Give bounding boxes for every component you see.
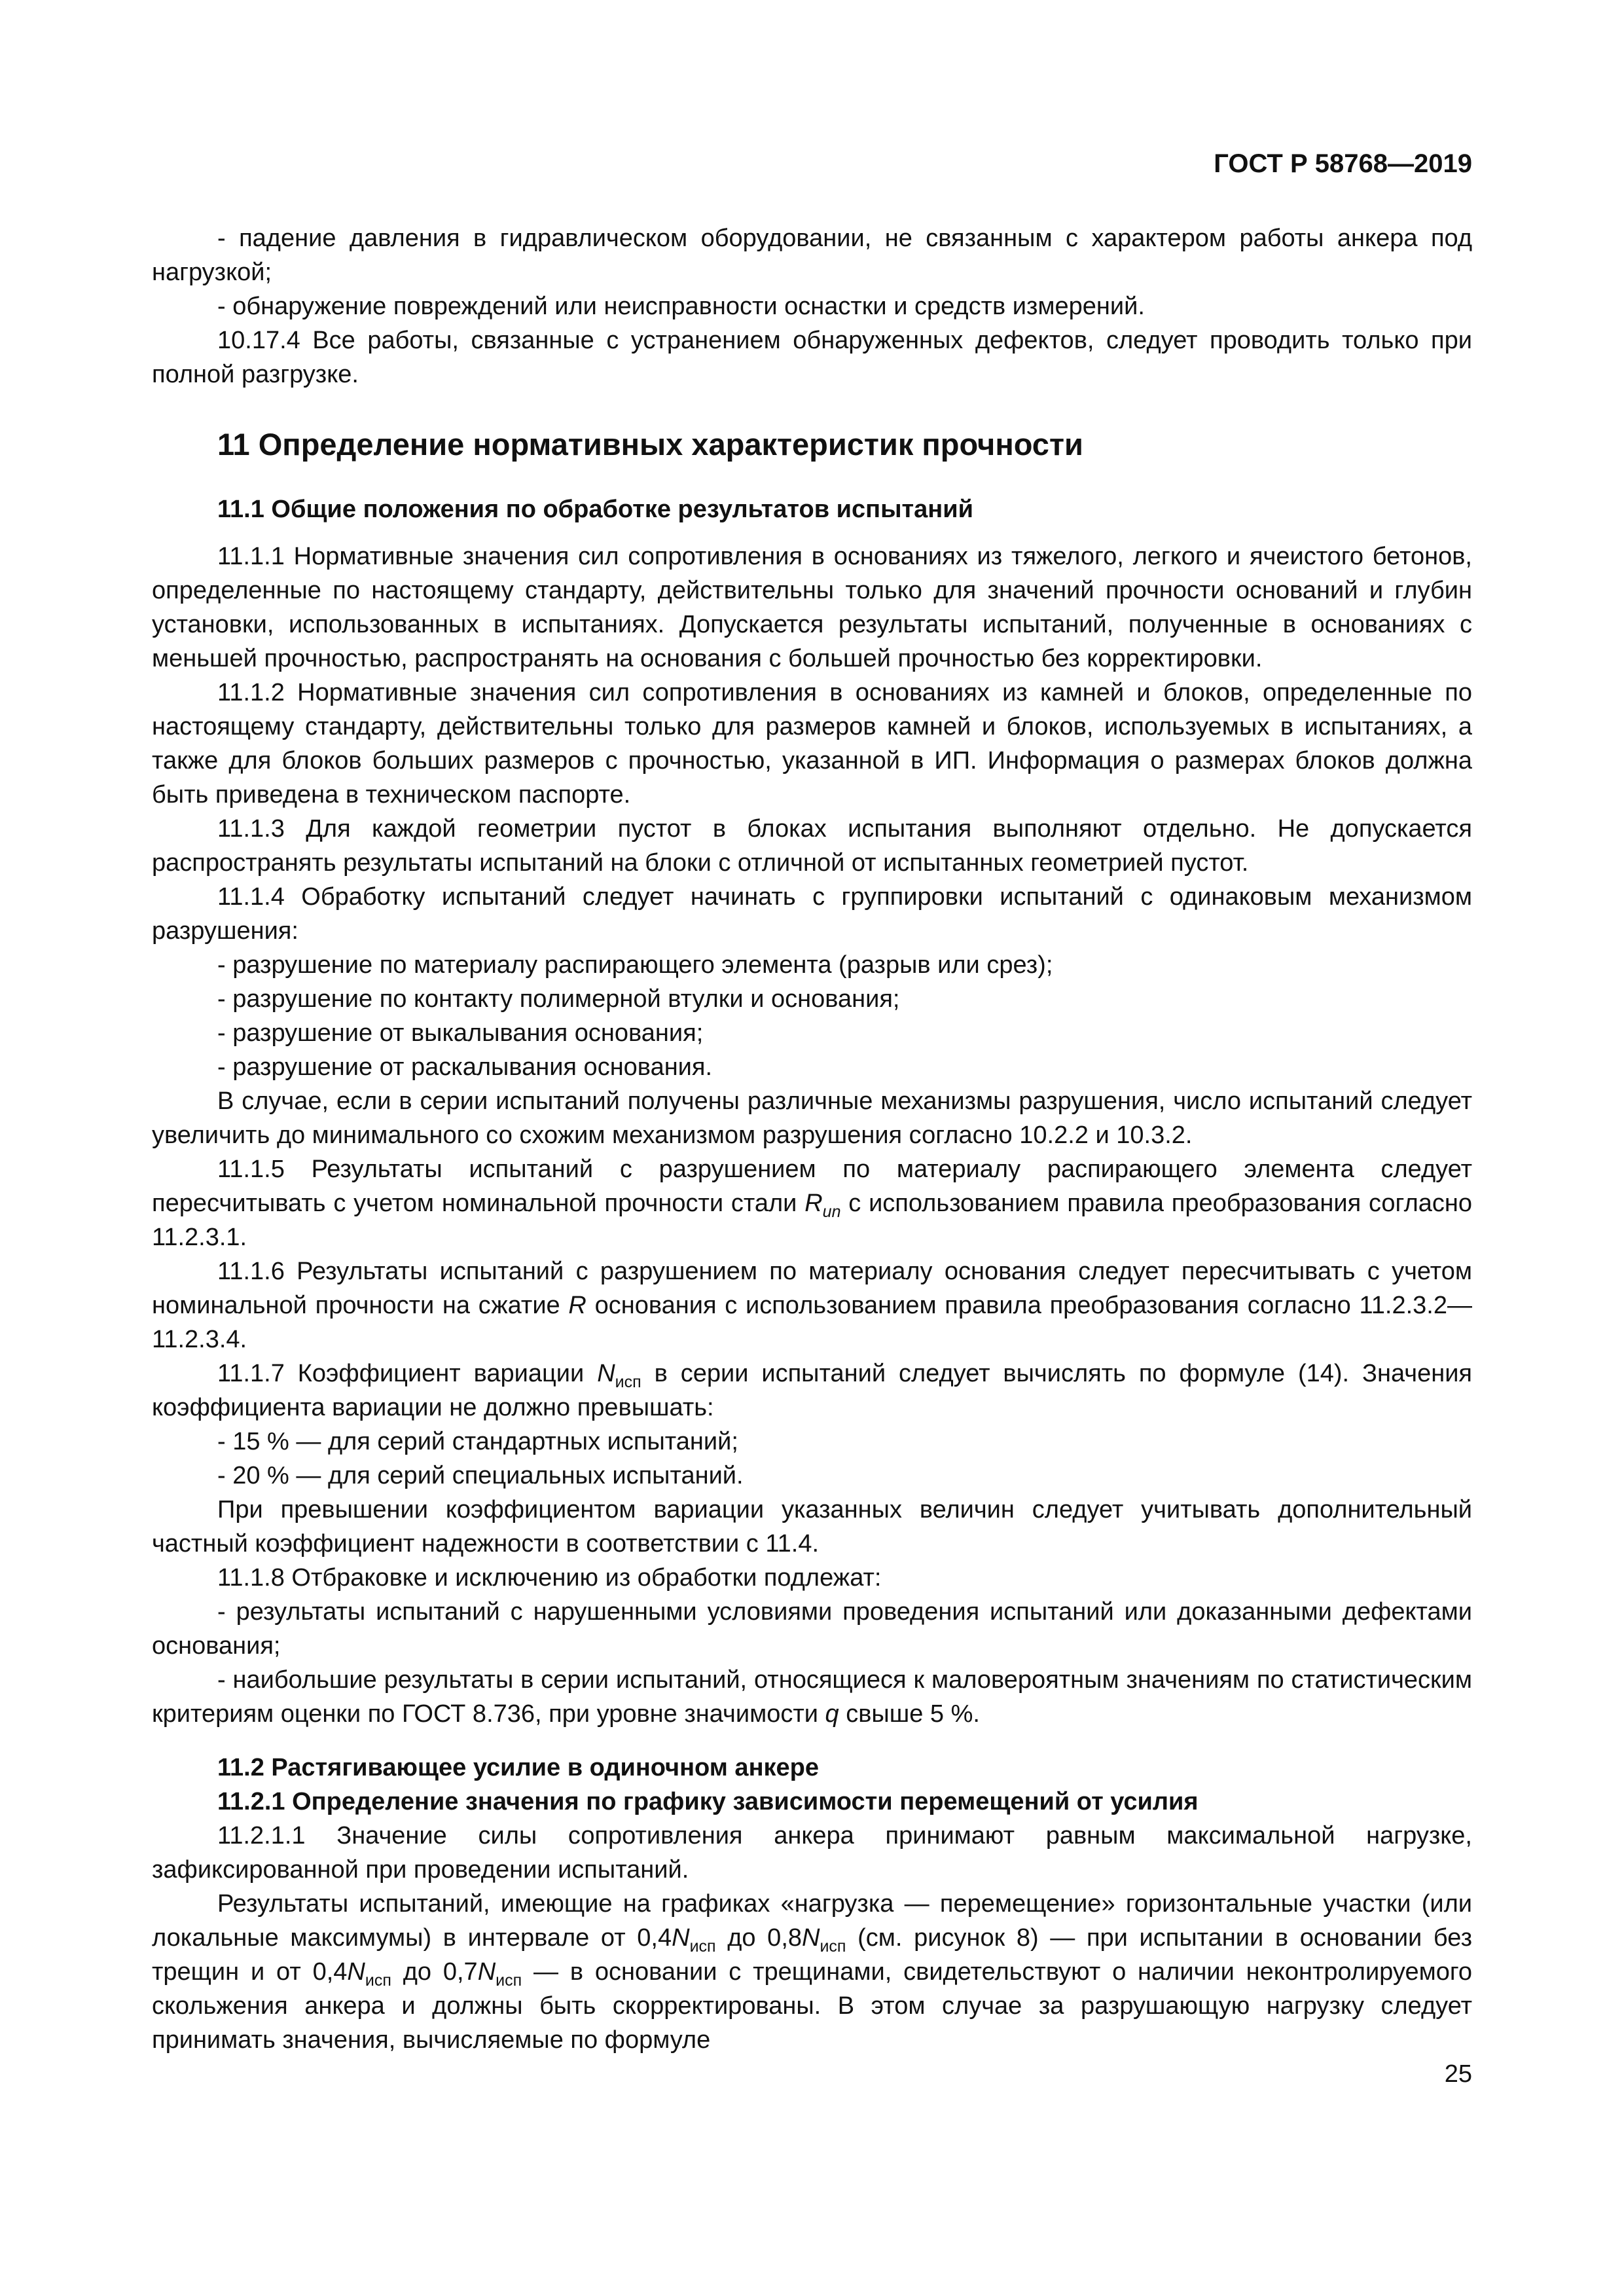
list-item-pressure-drop: - падение давления в гидравлическом оборудовании, не связанным с характером работы анкера под нагрузкой; xyxy=(152,225,1472,286)
clause-11-1-5: 11.1.5 Результаты испытаний с разрушением по материалу распирающего элемента следует пересчитывать с учетом номинальной прочности стали $R_{un}$ с использованием правила преобразования согласно 11.2.3.1. xyxy=(152,1156,1473,1251)
list-item-special-series: - 20 % — для серий специальных испытаний. xyxy=(217,1462,744,1489)
list-item-element-failure: - разрушение по материалу распирающего элемента (разрыв или срез); xyxy=(217,951,1053,979)
list-item-cone-failure: - разрушение от выкалывания основания; xyxy=(217,1019,704,1047)
clause-11-1-8: 11.1.8 Отбраковке и исключению из обработки подлежат: xyxy=(217,1564,882,1592)
standard-designation: ГОСТ Р 58768—2019 xyxy=(1214,149,1472,178)
list-item-violated-conditions: - результаты испытаний с нарушенными условиями проведения испытаний или доказанными дефектами основания; xyxy=(152,1598,1472,1660)
clause-11-2-1-1: 11.2.1.1 Значение силы сопротивления анкера принимают равным максимальной нагрузке, зафиксированной при проведении испытаний. xyxy=(152,1822,1472,1884)
clause-11-1-3: 11.1.3 Для каждой геометрии пустот в блоках испытания выполняют отдельно. Не допускается распространять результаты испытаний на блоки с отличной от испытанных геометрией пустот. xyxy=(152,815,1472,877)
clause-11-1-2: 11.1.2 Нормативные значения сил сопротивления в основаниях из камней и блоков, определенные по настоящему стандарту, действительны только для размеров камней и блоков, используемых в испытаниях, а также для блоков больших размеров с прочностью, указанной в ИП. Информация о размерах блоков должна быть приведена в техническом паспорте. xyxy=(152,679,1472,809)
list-item-outlier-results: - наибольшие результаты в серии испытаний, относящиеся к маловероятным значениям по статистическим критериям оценки по ГОСТ 8.736, при уровне значимости q свыше 5 %. xyxy=(152,1666,1472,1728)
section-heading-11: 11 Определение нормативных характеристик прочности xyxy=(217,427,1083,462)
clause-11-1-4: 11.1.4 Обработку испытаний следует начинать с группировки испытаний с одинаковым механизмом разрушения: xyxy=(152,883,1472,945)
clause-11-1-1: 11.1.1 Нормативные значения сил сопротивления в основаниях из тяжелого, легкого и ячеистого бетонов, определенные по настоящему стандарту, действительны только для значений прочности оснований и глубин установки, использованных в испытаниях. Допускается результаты испытаний, полученные в основаниях с меньшей прочностью, распространять на основания с большей прочностью без корректировки. xyxy=(152,543,1472,672)
list-item-sleeve-contact-failure: - разрушение по контакту полимерной втулки и основания; xyxy=(217,985,900,1013)
clause-10-17-4: 10.17.4 Все работы, связанные с устранением обнаруженных дефектов, следует проводить только при полной разгрузке. xyxy=(152,327,1472,388)
list-item-splitting-failure: - разрушение от раскалывания основания. xyxy=(217,1053,713,1081)
paragraph-variation-exceeded: При превышении коэффициентом вариации указанных величин следует учитывать дополнительный частный коэффициент надежности в соответствии с 11.4. xyxy=(152,1496,1472,1558)
clause-11-1-7: 11.1.7 Коэффициент вариации $N_{исп}$ в серии испытаний следует вычислять по формуле (14). Значения коэффициента вариации не должно превышать: xyxy=(152,1360,1472,1421)
clause-11-1-6: 11.1.6 Результаты испытаний с разрушением по материалу основания следует пересчитывать с учетом номинальной прочности на сжатие R основания с использованием правила преобразования согласно 11.2.3.2—11.2.3.4. xyxy=(152,1258,1472,1353)
subsection-heading-11-2: 11.2 Растягивающее усилие в одиночном анкере xyxy=(217,1754,820,1781)
list-item-standard-series: - 15 % — для серий стандартных испытаний; xyxy=(217,1428,738,1455)
subsection-heading-11-2-1: 11.2.1 Определение значения по графику зависимости перемещений от усилия xyxy=(217,1788,1199,1815)
page-number: 25 xyxy=(1444,2060,1472,2088)
document-body xyxy=(152,221,1472,2057)
paragraph-load-displacement: Результаты испытаний, имеющие на графиках «нагрузка — перемещение» горизонтальные участки (или локальные максимумы) в интервале от $0,4N_{исп}$ до $0,8N_{исп}$ (см. рисунок 8) — при испытании в основании без трещин и от $0,4N_{исп}$ до $0,7N_{исп}$ — в основании с трещинами, свидетельствуют о наличии неконтролируемого скольжения анкера и должны быть скорректированы. В этом случае за разрушающую нагрузку следует принимать значения, вычисляемые по формуле xyxy=(152,1890,1473,2054)
list-item-equipment-damage: - обнаружение повреждений или неисправности оснастки и средств измерений. xyxy=(217,293,1145,320)
subsection-heading-11-1: 11.1 Общие положения по обработке результатов испытаний xyxy=(217,496,973,523)
paragraph-different-mechanisms: В случае, если в серии испытаний получены различные механизмы разрушения, число испытаний следует увеличить до минимального со схожим механизмом разрушения согласно 10.2.2 и 10.3.2. xyxy=(152,1087,1472,1149)
